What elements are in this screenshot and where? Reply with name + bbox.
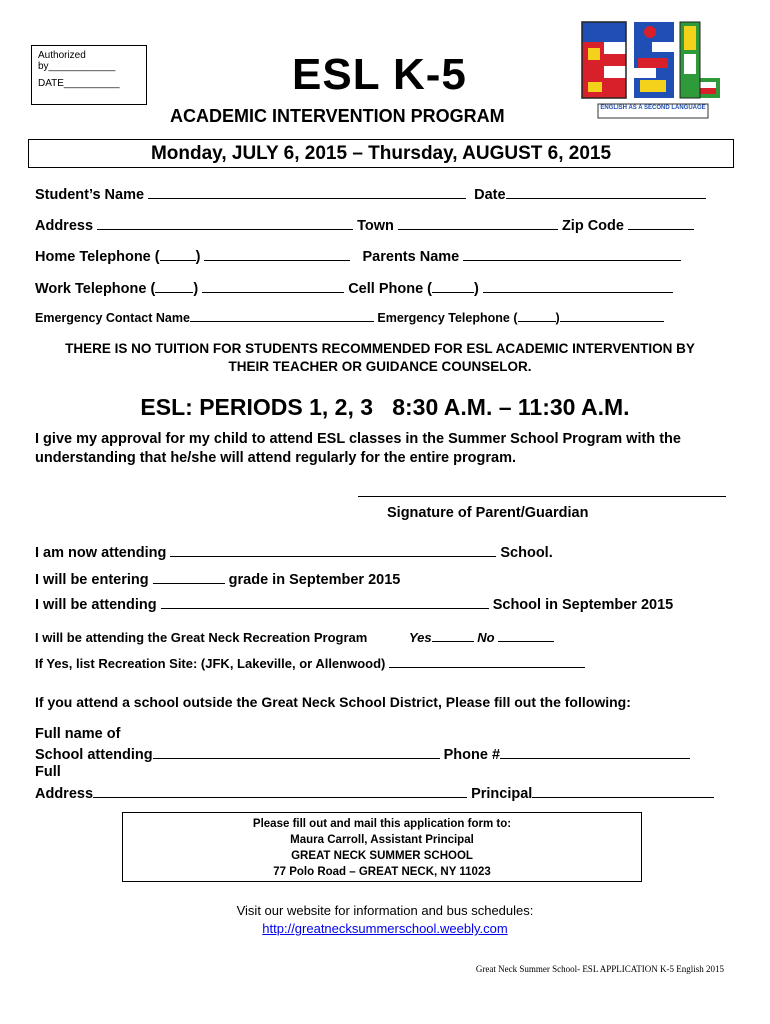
mailing-instructions-box bbox=[122, 812, 642, 882]
logo-caption: ENGLISH AS A SECOND LANGUAGE bbox=[600, 105, 706, 111]
home-phone-area-field[interactable] bbox=[160, 246, 196, 261]
yes-field[interactable] bbox=[432, 630, 474, 642]
zip-label: Zip Code bbox=[561, 218, 624, 234]
website-text: Visit our website for information and bus schedules: bbox=[236, 903, 534, 918]
no-label: No bbox=[477, 630, 495, 645]
approval-statement: I give my approval for my child to attend ESL classes in the Summer School Program with the understanding that he/she will attend regularly for the entire program. bbox=[35, 431, 681, 466]
emergency-phone-area-field[interactable] bbox=[518, 310, 556, 322]
home-phone-field[interactable] bbox=[204, 246, 350, 261]
mail-line-4: 77 Polo Road – GREAT NECK, NY 11023 bbox=[273, 866, 491, 878]
parents-name-field[interactable] bbox=[463, 246, 681, 261]
website-info bbox=[0, 902, 770, 938]
mail-line-2: Maura Carroll, Assistant Principal bbox=[290, 834, 474, 846]
website-link[interactable]: http://greatnecksummerschool.weebly.com bbox=[262, 921, 508, 936]
row-will-attend bbox=[35, 594, 673, 613]
grade-label: grade in September 2015 bbox=[228, 572, 401, 588]
periods-heading: ESL: PERIODS 1, 2, 3 8:30 A.M. – 11:30 A.M. bbox=[140, 394, 630, 420]
row-recreation-site bbox=[35, 656, 585, 671]
authorized-label: Authorized bbox=[38, 50, 86, 61]
school-attending-label: School attending bbox=[35, 747, 153, 763]
date-field[interactable] bbox=[506, 184, 706, 199]
emergency-phone-field[interactable] bbox=[560, 310, 664, 322]
town-label: Town bbox=[357, 218, 394, 234]
recreation-site-label: If Yes, list Recreation Site: (JFK, Lakeville, or Allenwood) bbox=[35, 656, 386, 671]
will-attend-label: I will be attending bbox=[35, 597, 157, 613]
work-phone-area-field[interactable] bbox=[155, 278, 193, 293]
row-emergency: Emergency Contact Name Emergency Telephone ( ) bbox=[35, 310, 664, 325]
authorization-box bbox=[31, 45, 147, 105]
authorized-date-field[interactable]: DATE__________ bbox=[38, 78, 120, 89]
full-label: Full bbox=[35, 764, 61, 780]
school-sept-label: School in September 2015 bbox=[492, 597, 674, 613]
town-field[interactable] bbox=[398, 215, 558, 230]
row-student-name bbox=[35, 184, 706, 203]
emergency-name-field[interactable] bbox=[190, 310, 374, 322]
cell-phone-area-field[interactable] bbox=[432, 278, 474, 293]
school-label: School. bbox=[500, 545, 553, 561]
cell-phone-label: Cell Phone ( bbox=[348, 281, 432, 297]
yes-label: Yes bbox=[408, 630, 432, 645]
row-work-phone: Work Telephone ( ) Cell Phone ( ) bbox=[35, 278, 673, 297]
student-name-field[interactable] bbox=[148, 184, 466, 199]
principal-field[interactable] bbox=[532, 783, 714, 798]
row-home-phone: Home Telephone ( ) Parents Name bbox=[35, 246, 681, 265]
parents-name-label: Parents Name bbox=[362, 249, 460, 265]
esl-flags-logo bbox=[578, 18, 724, 122]
school-attending-field[interactable] bbox=[153, 744, 440, 759]
emergency-phone-label: Emergency Telephone ( bbox=[377, 311, 518, 325]
work-phone-field[interactable] bbox=[202, 278, 344, 293]
outside-address-label: Address bbox=[35, 786, 94, 802]
authorized-by-field[interactable]: by____________ bbox=[38, 61, 116, 72]
home-phone-label: Home Telephone ( bbox=[35, 249, 160, 265]
student-name-label: Student’s Name bbox=[35, 187, 145, 203]
now-attending-field[interactable] bbox=[170, 542, 496, 557]
now-attending-label: I am now attending bbox=[35, 545, 167, 561]
mail-line-3: GREAT NECK SUMMER SCHOOL bbox=[291, 850, 473, 862]
row-recreation bbox=[35, 630, 554, 645]
grade-field[interactable] bbox=[153, 569, 225, 584]
row-entering-grade bbox=[35, 569, 400, 588]
entering-label: I will be entering bbox=[35, 572, 149, 588]
row-outside-address bbox=[35, 783, 714, 802]
will-attend-field[interactable] bbox=[161, 594, 489, 609]
outside-address-field[interactable] bbox=[93, 783, 467, 798]
work-phone-label: Work Telephone ( bbox=[35, 281, 156, 297]
zip-field[interactable] bbox=[628, 215, 694, 230]
footer-text: Great Neck Summer School- ESL APPLICATION K-5 English 2015 bbox=[475, 964, 724, 974]
mail-line-1: Please fill out and mail this application form to: bbox=[252, 818, 512, 830]
address-field[interactable] bbox=[97, 215, 353, 230]
full-name-of-label: Full name of bbox=[35, 726, 121, 742]
phone-field[interactable] bbox=[500, 744, 690, 759]
emergency-name-label: Emergency Contact Name bbox=[35, 311, 190, 325]
signature-label: Signature of Parent/Guardian bbox=[387, 505, 589, 521]
phone-label: Phone # bbox=[443, 747, 501, 763]
address-label: Address bbox=[35, 218, 94, 234]
no-field[interactable] bbox=[498, 630, 554, 642]
page-title: ESL K-5 bbox=[292, 50, 467, 99]
cell-phone-field[interactable] bbox=[483, 278, 673, 293]
page-subtitle: ACADEMIC INTERVENTION PROGRAM bbox=[170, 106, 505, 126]
row-address bbox=[35, 215, 694, 234]
principal-label: Principal bbox=[471, 786, 533, 802]
outside-district-heading: If you attend a school outside the Great Neck School District, Please fill out the following: bbox=[35, 694, 631, 710]
row-school-attending bbox=[35, 744, 690, 763]
no-tuition-notice: THERE IS NO TUITION FOR STUDENTS RECOMMENDED FOR ESL ACADEMIC INTERVENTION BY THEIR TEACHER OR GUIDANCE COUNSELOR. bbox=[65, 341, 695, 374]
row-now-attending bbox=[35, 542, 553, 561]
recreation-site-field[interactable] bbox=[389, 656, 585, 668]
date-label: Date bbox=[474, 187, 506, 203]
program-dates: Monday, JULY 6, 2015 – Thursday, AUGUST 6, 2015 bbox=[150, 143, 612, 164]
recreation-label: I will be attending the Great Neck Recreation Program bbox=[35, 630, 368, 645]
program-dates-box bbox=[28, 139, 734, 168]
signature-line[interactable] bbox=[358, 496, 726, 497]
